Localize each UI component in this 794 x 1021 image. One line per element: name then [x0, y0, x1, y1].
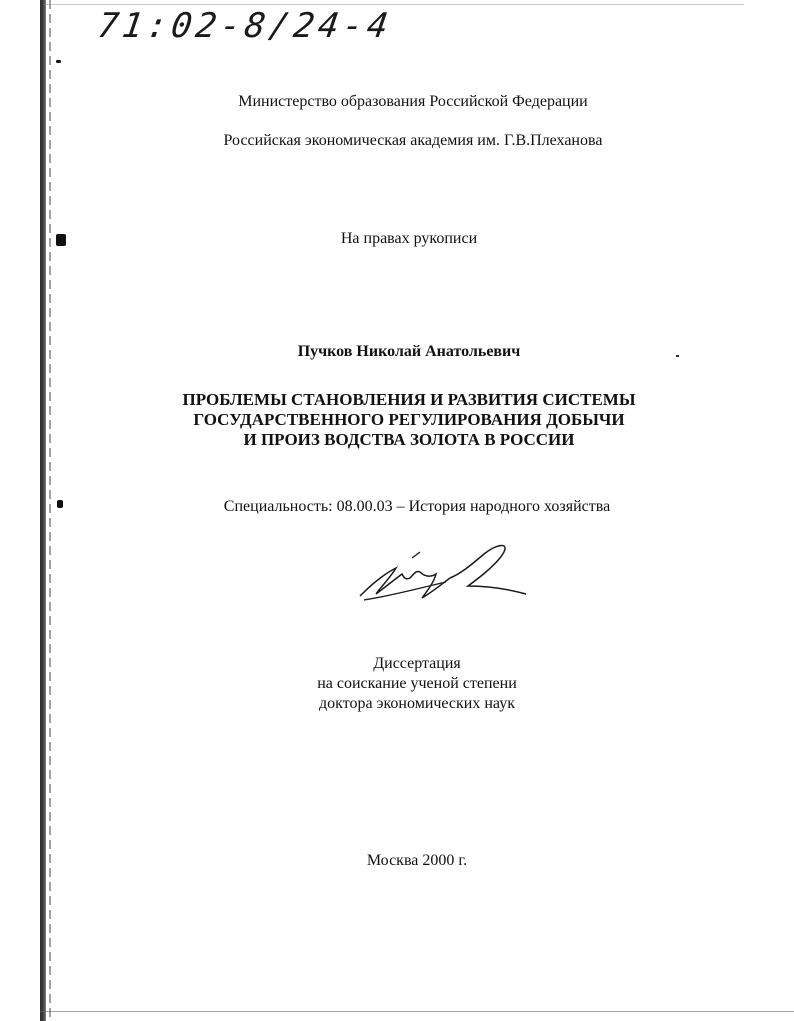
academy-name: Российская экономическая академия им. Г.В.Плеханова: [223, 132, 603, 149]
signature-icon: [350, 538, 530, 608]
dissertation-title: [12, 390, 794, 450]
scan-blot: [56, 60, 61, 63]
manuscript-note: На правах рукописи: [340, 230, 478, 247]
degree-line: доктора экономических наук: [319, 695, 515, 712]
degree-line: на соискание ученой степени: [317, 675, 517, 692]
dissertation-degree: [20, 654, 794, 714]
ministry-name: Министерство образования Российской Федерации: [238, 93, 588, 110]
specialty: Специальность: 08.00.03 – История народного хозяйства: [223, 498, 611, 515]
author-name: Пучков Николай Анатольевич: [297, 343, 521, 360]
title-line: И ПРОИЗ ВОДСТВА ЗОЛОТА В РОССИИ: [243, 430, 575, 449]
scan-bottom-line: [40, 1011, 794, 1012]
title-line: ГОСУДАРСТВЕННОГО РЕГУЛИРОВАНИЯ ДОБЫЧИ: [193, 410, 625, 429]
degree-line: Диссертация: [373, 655, 461, 672]
archive-code: 71:02-8/24-4: [95, 6, 395, 46]
title-line: ПРОБЛЕМЫ СТАНОВЛЕНИЯ И РАЗВИТИЯ СИСТЕМЫ: [182, 390, 636, 409]
city-year: Москва 2000 г.: [366, 852, 468, 869]
scan-top-line: [44, 4, 744, 5]
